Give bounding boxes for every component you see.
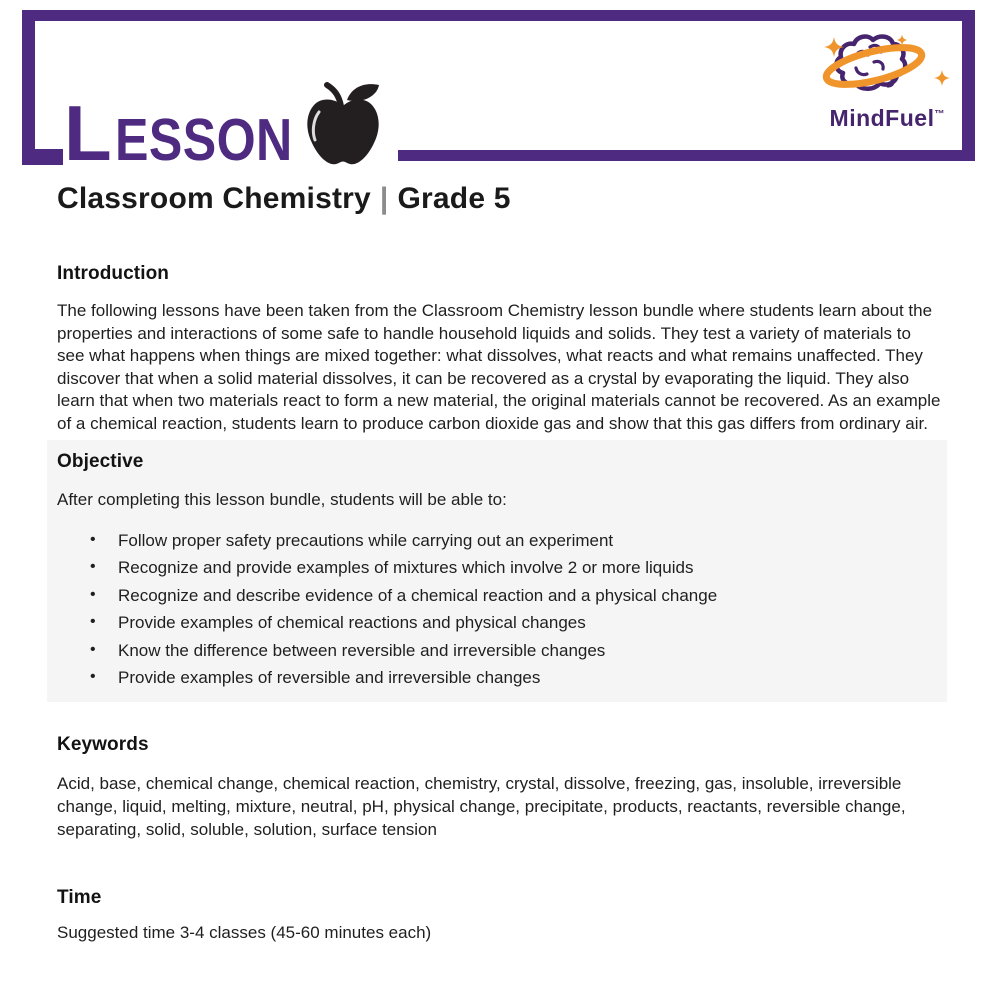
introduction-paragraph: The following lessons have been taken from the Classroom Chemistry lesson bundle where students learn about the properties and interactions of some safe to handle household liquids and solids. They test a variety of materials to see what happens when things are mixed together: what dissolves, what reacts and what remains unaffected. They discover that when a solid material dissolves, it can be recovered as a crystal by evaporating the liquid. They also learn that when two materials react to form a new material, the original materials cannot be recovered. As an example of a chemical reaction, students learn to produce carbon dioxide gas and show that this gas differs from ordinary air. [57,301,941,433]
sparkle-icon [934,70,950,86]
objective-bullet: • Know the difference between reversible and irreversible changes [57,639,933,662]
objective-bullet: • Follow proper safety precautions while carrying out an experiment [57,529,933,552]
lesson-wordmark-initial: L [64,89,112,177]
introduction-heading: Introduction [57,263,170,284]
mindfuel-logo-text [808,103,966,130]
objective-bullet-list [57,529,933,690]
objective-bullet: • Recognize and provide examples of mixtures which involve 2 or more liquids [57,556,933,579]
section-introduction [57,263,943,435]
frame-bottom-border [398,150,975,161]
apple-leaf [347,84,379,101]
mindfuel-name: MindFuel [829,105,935,131]
frame-top-border [22,10,975,21]
keywords-paragraph: Acid, base, chemical change, chemical reaction, chemistry, crystal, dissolve, freezing, gas, insoluble, irreversible change, liquid, melting, mixture, neutral, pH, physical change, precipitate, products, reactants, reversible change, separating, solid, soluble, solution, surface tension [57,773,906,839]
section-keywords [57,734,943,841]
keywords-heading: Keywords [57,733,149,755]
document-content [57,183,943,944]
objective-lead: After completing this lesson bundle, students will be able to: [57,490,507,509]
brain-orbit-icon [808,32,966,96]
page-title-course: Classroom Chemistry [57,182,371,215]
objective-bullet: • Provide examples of reversible and irreversible changes [57,666,933,689]
page-title-separator: | [379,182,389,215]
objective-bullet: • Provide examples of chemical reactions and physical changes [57,611,933,634]
objective-bullet: • Recognize and describe evidence of a chemical reaction and a physical change [57,584,933,607]
time-heading: Time [57,886,102,908]
time-paragraph: Suggested time 3-4 classes (45-60 minutes each) [57,922,432,942]
lesson-wordmark [64,89,324,177]
objective-heading: Objective [57,451,144,472]
page-title-grade: Grade 5 [397,182,511,215]
page-title [57,183,943,215]
mindfuel-logo [808,32,966,130]
frame-left-border [22,10,35,165]
section-objective [47,440,947,702]
apple-body [307,99,378,164]
apple-icon [306,82,380,168]
section-time [57,887,943,945]
lesson-wordmark-rest: ESSON [114,107,293,173]
trademark-symbol: ™ [934,109,945,120]
frame-left-foot [22,149,63,165]
